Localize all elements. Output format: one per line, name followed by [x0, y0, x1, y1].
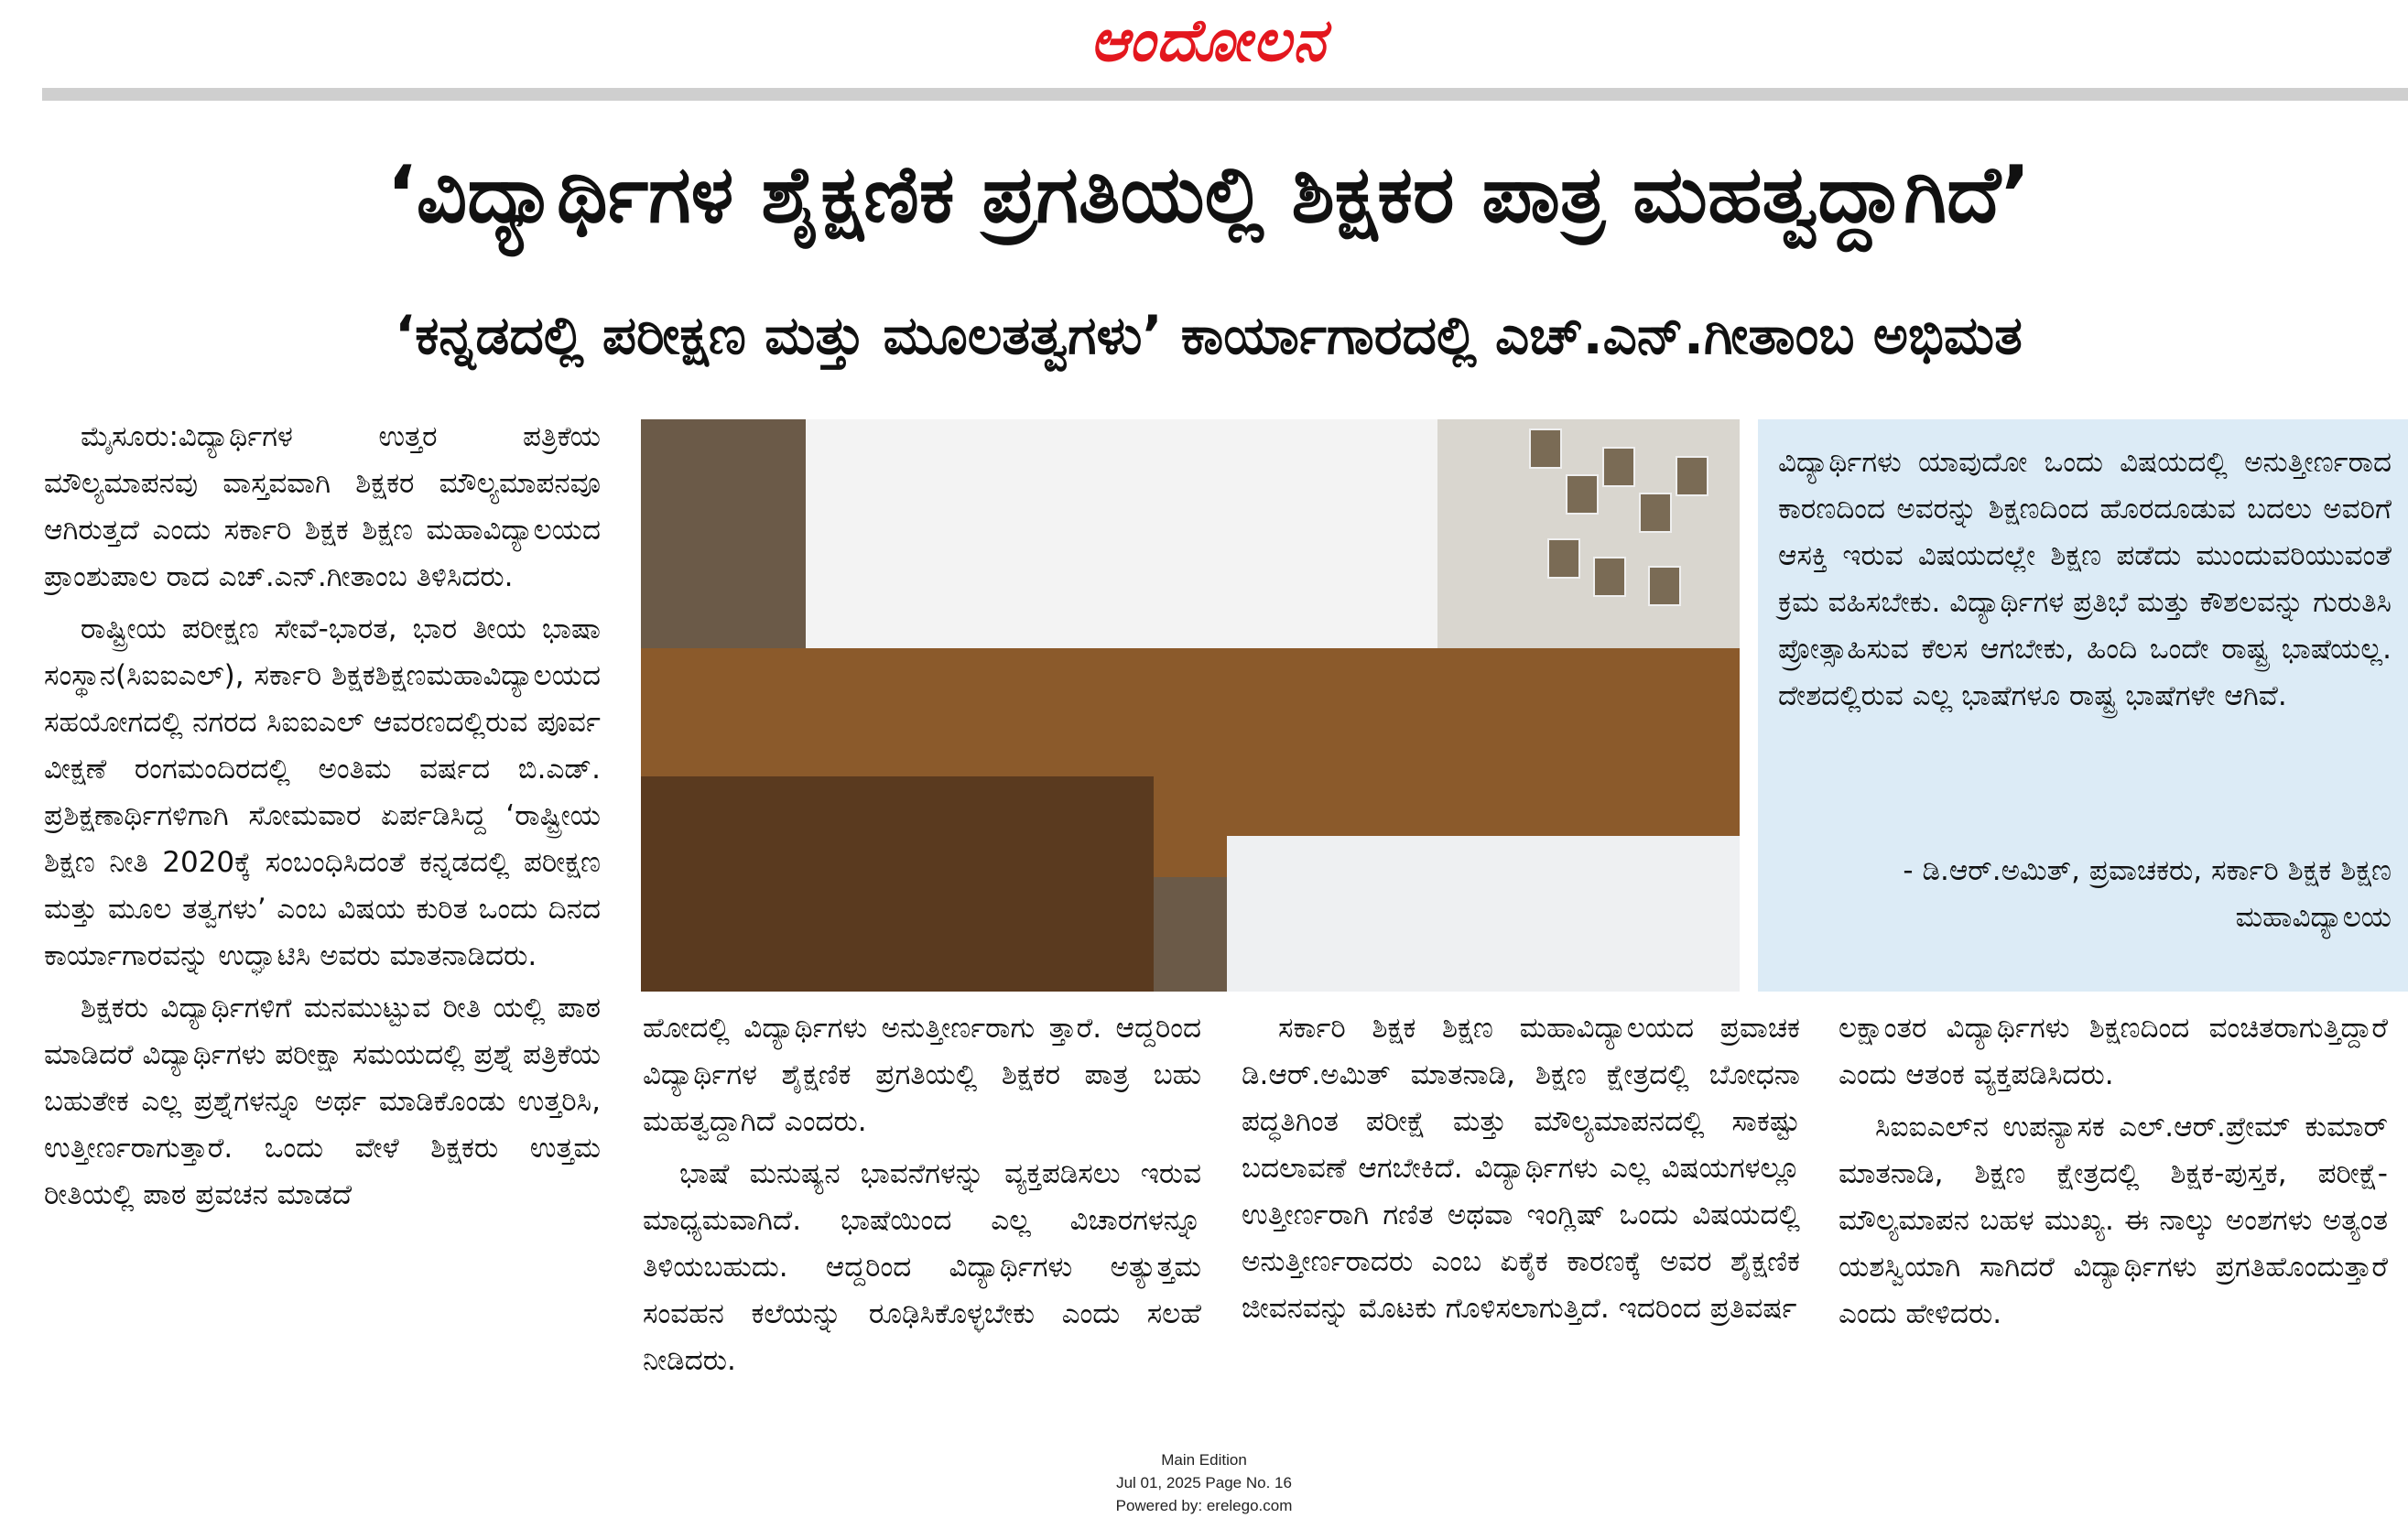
date-page-label: Jul 01, 2025 Page No. 16 — [1116, 1474, 1292, 1491]
paragraph: ರಾಷ್ಟ್ರೀಯ ಪರೀಕ್ಷಣ ಸೇವೆ-ಭಾರತ, ಭಾರ ತೀಯ ಭಾಷಾ ಸಂಸ್ಥಾನ(ಸಿಐಐಎಲ್), ಸರ್ಕಾರಿ ಶಿಕ್ಷಕಶಿಕ್ಷಣಮಹಾವಿದ್ಯಾಲಯದ ಸಹಯೋಗದಲ್ಲಿ ನಗರದ ಸಿಐಐಎಲ್ ಆವರಣದಲ್ಲಿರುವ ಪೂರ್ವ ವೀಕ್ಷಣೆ ರಂಗಮಂದಿರದಲ್ಲಿ ಅಂತಿಮ ವರ್ಷದ ಬಿ.ಎಡ್. ಪ್ರಶಿಕ್ಷಣಾರ್ಥಿಗಳಿಗಾಗಿ ಸೋಮವಾರ ಏರ್ಪಡಿಸಿದ್ದ ‘ರಾಷ್ಟ್ರೀಯ ಶಿಕ್ಷಣ ನೀತಿ 2020ಕ್ಕೆ ಸಂಬಂಧಿಸಿದಂತೆ ಕನ್ನಡದಲ್ಲಿ ಪರೀಕ್ಷಣ ಮತ್ತು ಮೂಲ ತತ್ವಗಳು’ ಎಂಬ ವಿಷಯ ಕುರಿತ ಒಂದು ದಿನದ ಕಾರ್ಯಾಗಾರವನ್ನು ಉದ್ಘಾಟಿಸಿ ಅವರು ಮಾತನಾಡಿದರು. — [44, 613, 601, 972]
powered-by-label: Powered by: erelego.com — [1115, 1497, 1293, 1514]
paragraph: ಲಕ್ಷಾಂತರ ವಿದ್ಯಾರ್ಥಿಗಳು ಶಿಕ್ಷಣದಿಂದ ವಂಚಿತರಾಗುತ್ತಿದ್ದಾರೆ ಎಂದು ಆತಂಕ ವ್ಯಕ್ತಪಡಿಸಿದರು. — [1839, 1012, 2388, 1091]
quote-box — [1758, 419, 2408, 992]
article-subheadline: ‘ಕನ್ನಡದಲ್ಲಿ ಪರೀಕ್ಷಣ ಮತ್ತು ಮೂಲತತ್ವಗಳು’ ಕಾರ್ಯಾಗಾರದಲ್ಲಿ ಎಚ್.ಎನ್.ಗೀತಾಂಬ ಅಭಿಮತ — [395, 304, 2023, 366]
article-column-3 — [1242, 1005, 1800, 1426]
paragraph: ಸರ್ಕಾರಿ ಶಿಕ್ಷಕ ಶಿಕ್ಷಣ ಮಹಾವಿದ್ಯಾಲಯದ ಪ್ರವಾಚಕ ಡಿ.ಆರ್.ಅಮಿತ್ ಮಾತನಾಡಿ, ಶಿಕ್ಷಣ ಕ್ಷೇತ್ರದಲ್ಲಿ ಬೋಧನಾ ಪದ್ಧತಿಗಿಂತ ಪರೀಕ್ಷೆ ಮತ್ತು ಮೌಲ್ಯಮಾಪನದಲ್ಲಿ ಸಾಕಷ್ಟು ಬದಲಾವಣೆ ಆಗಬೇಕಿದೆ. ವಿದ್ಯಾರ್ಥಿಗಳು ಎಲ್ಲ ವಿಷಯಗಳಲ್ಲೂ ಉತ್ತೀರ್ಣರಾಗಿ ಗಣಿತ ಅಥವಾ ಇಂಗ್ಲಿಷ್ ಒಂದು ವಿಷಯದಲ್ಲಿ ಅನುತ್ತೀರ್ಣರಾದರು ಎಂಬ ಏಕೈಕ ಕಾರಣಕ್ಕೆ ಅವರ ಶೈಕ್ಷಣಿಕ ಜೀವನವನ್ನು ಮೊಟಕು ಗೊಳಿಸಲಾಗುತ್ತಿದೆ. ಇದರಿಂದ ಪ್ರತಿವರ್ಷ — [1242, 1012, 1800, 1325]
paragraph: ಹೋದಲ್ಲಿ ವಿದ್ಯಾರ್ಥಿಗಳು ಅನುತ್ತೀರ್ಣರಾಗು ತ್ತಾರೆ. ಆದ್ದರಿಂದ ವಿದ್ಯಾರ್ಥಿಗಳ ಶೈಕ್ಷಣಿಕ ಪ್ರಗತಿಯಲ್ಲಿ ಶಿಕ್ಷಕರ ಪಾತ್ರ ಬಹು ಮಹತ್ವದ್ದಾಗಿದೆ ಎಂದರು. — [643, 1012, 1201, 1138]
photo-wall — [1437, 419, 1740, 676]
quote-attribution: - ಡಿ.ಆರ್.ಅಮಿತ್, ಪ್ರವಾಚಕರು, ಸರ್ಕಾರಿ ಶಿಕ್ಷಕ ಶಿಕ್ಷಣ ಮಹಾವಿದ್ಯಾಲಯ — [1903, 854, 2392, 934]
masthead-rule — [42, 88, 2408, 101]
podium — [641, 776, 1154, 992]
article-column-2 — [643, 1005, 1201, 1426]
article-headline: ‘ವಿದ್ಯಾರ್ಥಿಗಳ ಶೈಕ್ಷಣಿಕ ಪ್ರಗತಿಯಲ್ಲಿ ಶಿಕ್ಷಕರ ಪಾತ್ರ ಮಹತ್ವದ್ದಾಗಿದೆ’ — [386, 149, 2031, 241]
page-footer — [1021, 1448, 1387, 1517]
paragraph: ಭಾಷೆ ಮನುಷ್ಯನ ಭಾವನೆಗಳನ್ನು ವ್ಯಕ್ತಪಡಿಸಲು ಇರುವ ಮಾಧ್ಯಮವಾಗಿದೆ. ಭಾಷೆಯಿಂದ ಎಲ್ಲ ವಿಚಾರಗಳನ್ನೂ ತಿಳಿಯಬಹುದು. ಆದ್ದರಿಂದ ವಿದ್ಯಾರ್ಥಿಗಳು ಅತ್ಯುತ್ತಮ ಸಂವಹನ ಕಲೆಯನ್ನು ರೂಢಿಸಿಕೊಳ್ಳಬೇಕು ಎಂದು ಸಲಹೆ ನೀಡಿದರು. — [643, 1157, 1201, 1377]
paragraph: ಸಿಐಐಎಲ್‌ನ ಉಪನ್ಯಾಸಕ ಎಲ್.ಆರ್.ಪ್ರೇಮ್ ಕುಮಾರ್ ಮಾತನಾಡಿ, ಶಿಕ್ಷಣ ಕ್ಷೇತ್ರದಲ್ಲಿ ಶಿಕ್ಷಕ-ಪುಸ್ತಕ, ಪರೀಕ್ಷೆ-ಮೌಲ್ಯಮಾಪನ ಬಹಳ ಮುಖ್ಯ. ಈ ನಾಲ್ಕು ಅಂಶಗಳು ಅತ್ಯಂತ ಯಶಸ್ವಿಯಾಗಿ ಸಾಗಿದರೆ ವಿದ್ಯಾರ್ಥಿಗಳು ಪ್ರಗತಿಹೊಂದುತ್ತಾರೆ ಎಂದು ಹೇಳಿದರು. — [1839, 1111, 2388, 1330]
article-photo — [641, 419, 1740, 992]
article-column-4 — [1839, 1005, 2388, 1426]
paragraph: ಮೈಸೂರು:ವಿದ್ಯಾರ್ಥಿಗಳ ಉತ್ತರ ಪತ್ರಿಕೆಯ ಮೌಲ್ಯಮಾಪನವು ವಾಸ್ತವವಾಗಿ ಶಿಕ್ಷಕರ ಮೌಲ್ಯಮಾಪನವೂ ಆಗಿರುತ್ತದೆ ಎಂದು ಸರ್ಕಾರಿ ಶಿಕ್ಷಕ ಶಿಕ್ಷಣ ಮಹಾವಿದ್ಯಾಲಯದ ಪ್ರಾಂಶುಪಾಲ ರಾದ ಎಚ್.ಎನ್.ಗೀತಾಂಬ ತಿಳಿಸಿದರು. — [44, 420, 601, 593]
newspaper-logo: ಆಂದೋಲನ — [1090, 6, 1328, 75]
article-column-1 — [44, 414, 601, 1421]
paragraph: ಶಿಕ್ಷಕರು ವಿದ್ಯಾರ್ಥಿಗಳಿಗೆ ಮನಮುಟ್ಟುವ ರೀತಿ ಯಲ್ಲಿ ಪಾಠ ಮಾಡಿದರೆ ವಿದ್ಯಾರ್ಥಿಗಳು ಪರೀಕ್ಷಾ ಸಮಯದಲ್ಲಿ ಪ್ರಶ್ನೆ ಪತ್ರಿಕೆಯ ಬಹುತೇಕ ಎಲ್ಲ ಪ್ರಶ್ನೆಗಳನ್ನೂ ಅರ್ಥ ಮಾಡಿಕೊಂಡು ಉತ್ತರಿಸಿ, ಉತ್ತೀರ್ಣರಾಗುತ್ತಾರೆ. ಒಂದು ವೇಳೆ ಶಿಕ್ಷಕರು ಉತ್ತಮ ರೀತಿಯಲ್ಲಿ ಪಾಠ ಪ್ರವಚನ ಮಾಡದೆ — [44, 992, 601, 1211]
projector-screen — [806, 419, 1437, 653]
edition-label: Main Edition — [1161, 1451, 1247, 1469]
quote-text: ವಿದ್ಯಾರ್ಥಿಗಳು ಯಾವುದೋ ಒಂದು ವಿಷಯದಲ್ಲಿ ಅನುತ್ತೀರ್ಣರಾದ ಕಾರಣದಿಂದ ಅವರನ್ನು ಶಿಕ್ಷಣದಿಂದ ಹೊರದೂಡುವ ಬದಲು ಅವರಿಗೆ ಆಸಕ್ತಿ ಇರುವ ವಿಷಯದಲ್ಲೇ ಶಿಕ್ಷಣ ಪಡೆದು ಮುಂದುವರಿಯುವಂತೆ ಕ್ರಮ ವಹಿಸಬೇಕು. ವಿದ್ಯಾರ್ಥಿಗಳ ಪ್ರತಿಭೆ ಮತ್ತು ಕೌಶಲವನ್ನು ಗುರುತಿಸಿ ಪ್ರೋತ್ಸಾಹಿಸುವ ಕೆಲಸ ಆಗಬೇಕು, ಹಿಂದಿ ಒಂದೇ ರಾಷ್ಟ್ರ ಭಾಷೆಯಲ್ಲ. ದೇಶದಲ್ಲಿರುವ ಎಲ್ಲ ಭಾಷೆಗಳೂ ರಾಷ್ಟ್ರ ಭಾಷೆಗಳೇ ಆಗಿವೆ. — [1778, 446, 2392, 712]
dais-table — [1227, 836, 1740, 992]
